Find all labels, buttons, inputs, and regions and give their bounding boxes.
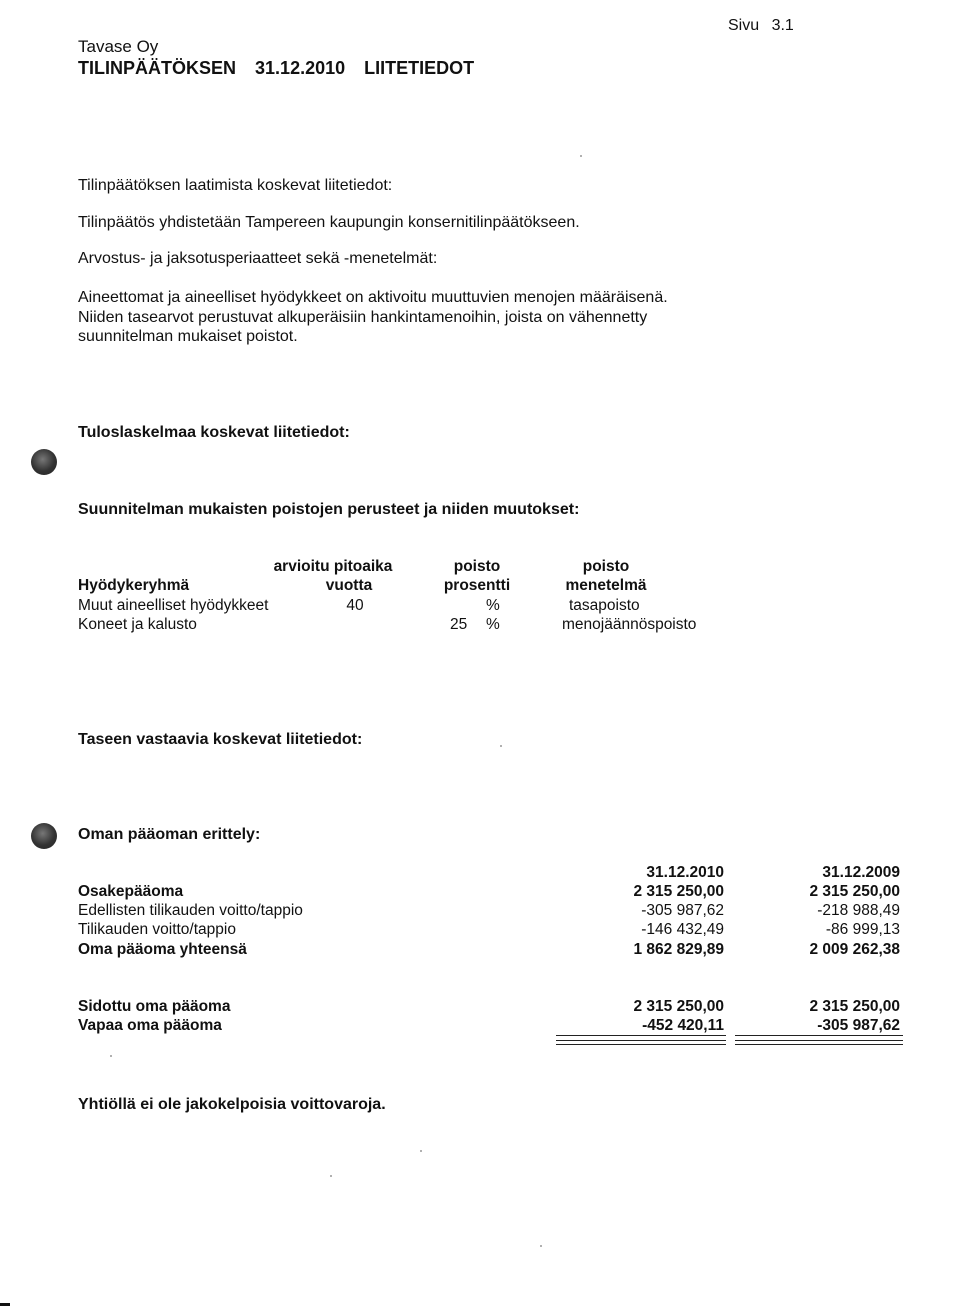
company-name: Tavase Oy bbox=[78, 37, 159, 56]
split-row-2010: -452 420,11 bbox=[642, 1017, 724, 1034]
underline-2010 bbox=[556, 1035, 726, 1036]
table-row-percent-sign: % bbox=[486, 616, 500, 633]
split-row-2010: 2 315 250,00 bbox=[633, 998, 724, 1015]
section4-heading: Taseen vastaavia koskevat liitetiedot: bbox=[78, 731, 363, 748]
col-date-2009: 31.12.2009 bbox=[822, 864, 900, 881]
equity-row-label: Tilikauden voitto/tappio bbox=[78, 921, 236, 938]
equity-row-2010: -146 432,49 bbox=[641, 921, 724, 938]
section3-subheading: Suunnitelman mukaisten poistojen perusteet ja niiden muutokset: bbox=[78, 501, 580, 518]
col-header-group: Hyödykeryhmä bbox=[78, 577, 190, 594]
col-header-percent-1: poisto bbox=[453, 558, 501, 575]
punch-hole-bottom bbox=[31, 823, 57, 849]
double-underline-2010 bbox=[556, 1040, 726, 1045]
equity-row-2009: -218 988,49 bbox=[817, 902, 900, 919]
scan-mark bbox=[0, 1303, 10, 1306]
col-header-method-1: poisto bbox=[582, 558, 630, 575]
col-header-method-2: menetelmä bbox=[565, 577, 647, 594]
double-underline-2009 bbox=[735, 1040, 903, 1045]
section3-heading: Tuloslaskelmaa koskevat liitetiedot: bbox=[78, 424, 350, 441]
scan-speck bbox=[110, 1055, 112, 1057]
split-row-label: Sidottu oma pääoma bbox=[78, 998, 231, 1015]
title-left: TILINPÄÄTÖKSEN bbox=[78, 58, 237, 78]
table-row-percent-sign: % bbox=[486, 597, 500, 614]
equity-total-2010: 1 862 829,89 bbox=[633, 941, 724, 958]
section1-text: Tilinpäätös yhdistetään Tampereen kaupungin konsernitilinpäätökseen. bbox=[78, 214, 580, 231]
table-row-method: tasapoisto bbox=[569, 597, 640, 614]
section2-line-2: Niiden tasearvot perustuvat alkuperäisiin hankintamenoihin, joista on vähennetty bbox=[78, 309, 648, 326]
underline-2009 bbox=[735, 1035, 903, 1036]
scan-speck bbox=[420, 1150, 422, 1152]
section1-heading: Tilinpäätöksen laatimista koskevat liitetiedot: bbox=[78, 177, 393, 194]
table-row-life: 40 bbox=[346, 597, 364, 614]
section2-line-1: Aineettomat ja aineelliset hyödykkeet on aktivoitu muuttuvien menojen määräisenä. bbox=[78, 289, 668, 306]
section2-heading: Arvostus- ja jaksotusperiaatteet sekä -menetelmät: bbox=[78, 250, 438, 267]
footer-note: Yhtiöllä ei ole jakokelpoisia voittovaroja. bbox=[78, 1096, 386, 1113]
equity-row-2009: 2 315 250,00 bbox=[809, 883, 900, 900]
equity-total-2009: 2 009 262,38 bbox=[809, 941, 900, 958]
table-row-group: Muut aineelliset hyödykkeet bbox=[78, 597, 269, 614]
col-date-2010: 31.12.2010 bbox=[646, 864, 724, 881]
equity-total-label: Oma pääoma yhteensä bbox=[78, 941, 247, 958]
equity-heading: Oman pääoman erittely: bbox=[78, 826, 261, 843]
scan-speck bbox=[500, 745, 502, 747]
equity-row-2010: -305 987,62 bbox=[641, 902, 724, 919]
punch-hole-top bbox=[31, 449, 57, 475]
scan-speck bbox=[540, 1245, 542, 1247]
equity-row-label: Edellisten tilikauden voitto/tappio bbox=[78, 902, 303, 919]
col-header-percent-2: prosentti bbox=[443, 577, 511, 594]
col-header-life-1: arvioitu pitoaika bbox=[273, 558, 393, 575]
col-header-life-2: vuotta bbox=[325, 577, 373, 594]
table-row-method: menojäännöspoisto bbox=[562, 616, 697, 633]
title-date: 31.12.2010 bbox=[255, 58, 346, 78]
split-row-label: Vapaa oma pääoma bbox=[78, 1017, 222, 1034]
equity-row-2010: 2 315 250,00 bbox=[633, 883, 724, 900]
page-label: Sivu bbox=[728, 17, 760, 34]
page-number: 3.1 bbox=[771, 17, 794, 34]
table-row-group: Koneet ja kalusto bbox=[78, 616, 197, 633]
split-row-2009: 2 315 250,00 bbox=[809, 998, 900, 1015]
title-right: LIITETIEDOT bbox=[364, 58, 475, 78]
page-indicator bbox=[728, 17, 794, 35]
section2-line-3: suunnitelman mukaiset poistot. bbox=[78, 328, 298, 345]
equity-row-2009: -86 999,13 bbox=[825, 921, 900, 938]
scan-speck bbox=[330, 1175, 332, 1177]
table-row-percent-value: 25 bbox=[450, 616, 468, 633]
equity-row-label: Osakepääoma bbox=[78, 883, 184, 900]
scan-speck bbox=[580, 155, 582, 157]
split-row-2009: -305 987,62 bbox=[817, 1017, 900, 1034]
document-title bbox=[78, 58, 474, 79]
